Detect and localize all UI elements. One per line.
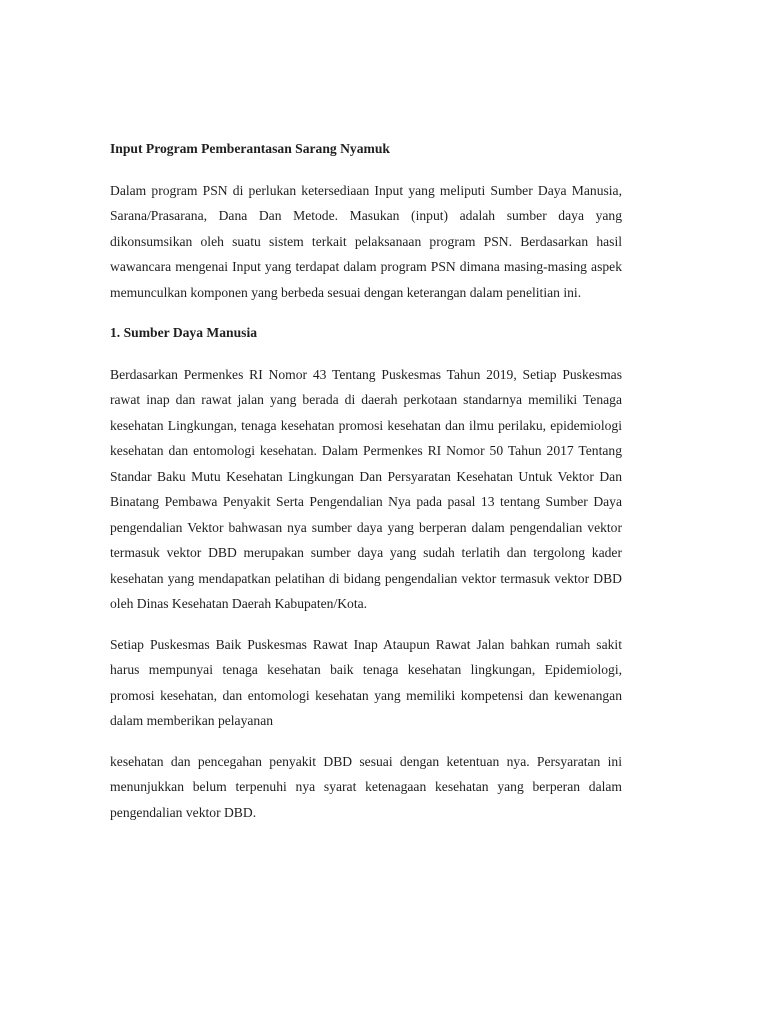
- section-1-paragraph-1: Berdasarkan Permenkes RI Nomor 43 Tentang Puskesmas Tahun 2019, Setiap Puskesmas rawat inap dan rawat jalan yang berada di daerah perkotaan standarnya memiliki Tenaga kesehatan Lingkungan, tenaga kesehatan promosi kesehatan dan ilmu perilaku, epidemiologi kesehatan dan entomologi kesehatan. Dalam Permenkes RI Nomor 50 Tahun 2017 Tentang Standar Baku Mutu Kesehatan Lingkungan Dan Persyaratan Kesehatan Untuk Vektor Dan Binatang Pembawa Penyakit Serta Pengendalian Nya pada pasal 13 tentang Sumber Daya pengendalian Vektor bahwasan nya sumber daya yang berperan dalam pengendalian vektor termasuk vektor DBD merupakan sumber daya yang sudah terlatih dan tergolong kader kesehatan yang mendapatkan pelatihan di bidang pengendalian vektor termasuk vektor DBD oleh Dinas Kesehatan Daerah Kabupaten/Kota.: [110, 366, 622, 611]
- intro-paragraph: Dalam program PSN di perlukan ketersediaan Input yang meliputi Sumber Daya Manusia, Sarana/Prasarana, Dana Dan Metode. Masukan (input) adalah sumber daya yang dikonsumsikan oleh suatu sistem terkait pelaksanaan program PSN. Berdasarkan hasil wawancara mengenai Input yang terdapat dalam program PSN dimana masing-masing aspek memunculkan komponen yang berbeda sesuai dengan keterangan dalam penelitian ini.: [110, 182, 622, 300]
- document-title: Input Program Pemberantasan Sarang Nyamuk: [110, 141, 390, 156]
- section-1-paragraph-2: Setiap Puskesmas Baik Puskesmas Rawat Inap Ataupun Rawat Jalan bahkan rumah sakit harus mempunyai tenaga kesehatan baik tenaga kesehatan lingkungan, Epidemiologi, promosi kesehatan, dan entomologi kesehatan yang memiliki kompetensi dan kewenangan dalam memberikan pelayanan: [110, 636, 622, 728]
- document-body: [110, 136, 622, 840]
- section-1-paragraph-3: kesehatan dan pencegahan penyakit DBD sesuai dengan ketentuan nya. Persyaratan ini menunjukkan belum terpenuhi nya syarat ketenagaan kesehatan yang berperan dalam pengendalian vektor DBD.: [110, 753, 622, 820]
- section-heading-sumber-daya-manusia: 1. Sumber Daya Manusia: [110, 325, 258, 340]
